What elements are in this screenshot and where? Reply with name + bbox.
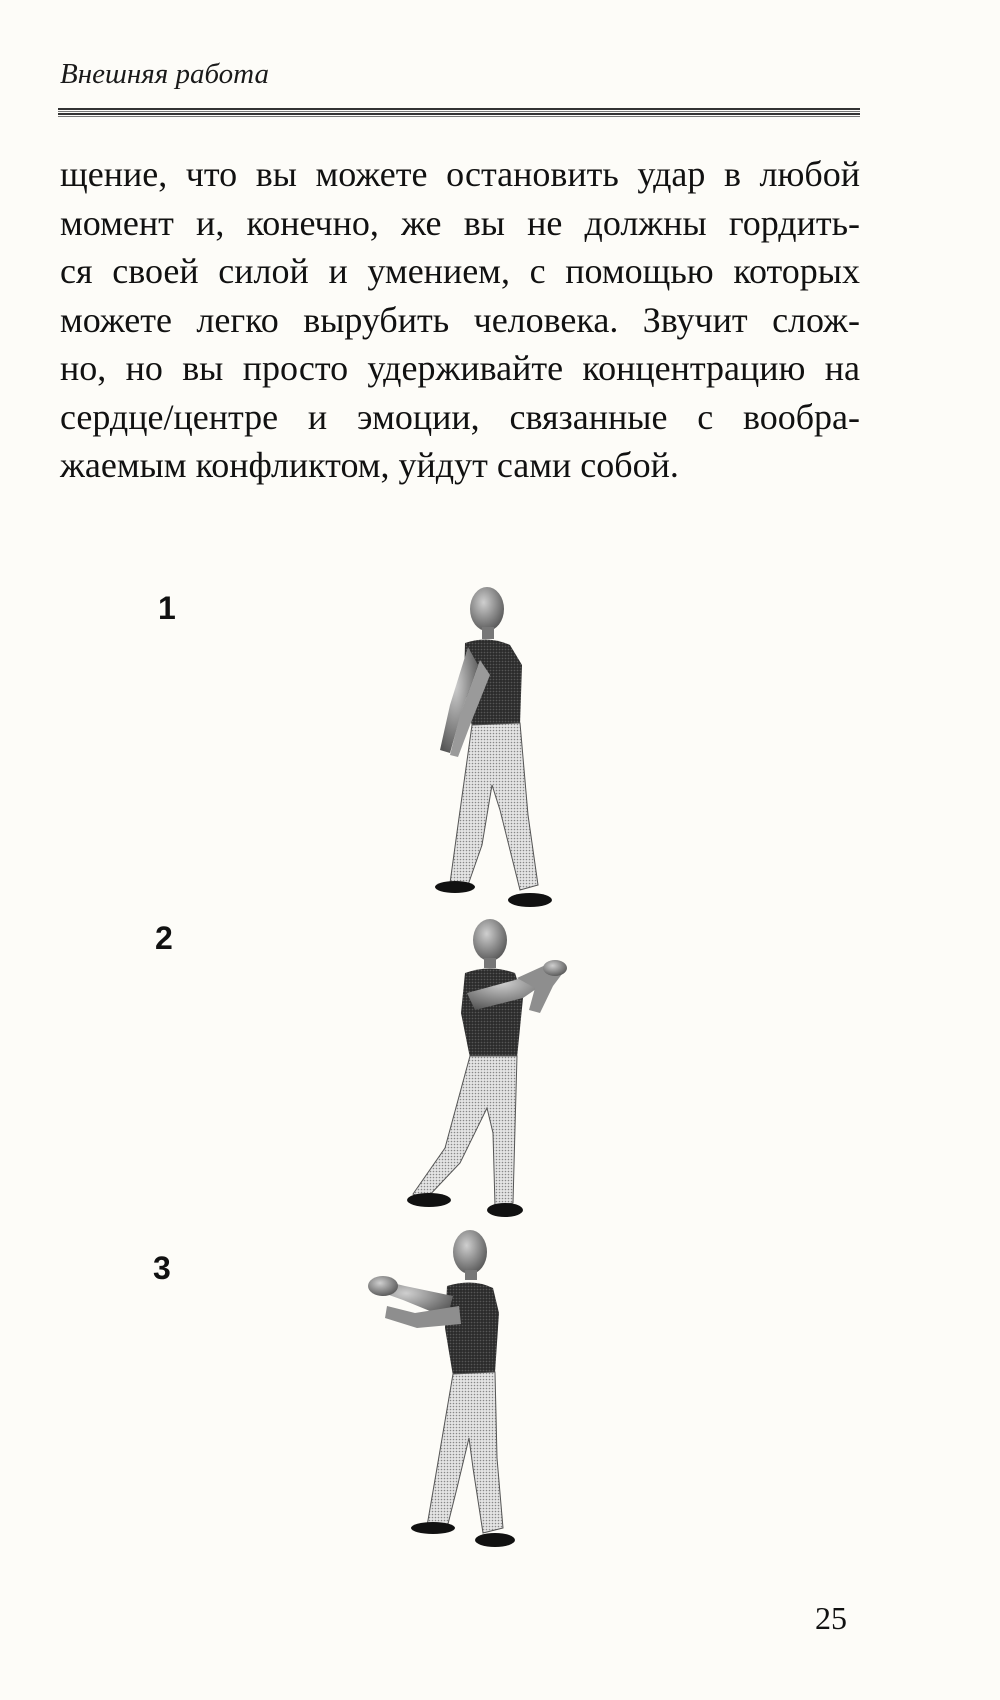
text-line: момент и, конечно, же вы не должны гордить- (60, 202, 860, 243)
figure-2-illustration (405, 918, 590, 1228)
text-line: ся своей силой и умением, с помощью которых (60, 251, 860, 291)
figure-label-2: 2 (155, 920, 173, 956)
figure-3-illustration (365, 1228, 555, 1553)
page-number: 25 (815, 1600, 847, 1636)
text-line: щение, что вы можете остановить удар в любой (60, 154, 860, 194)
figure-label-1: 1 (158, 590, 176, 626)
text-line: но, но вы просто удерживайте концентрацию на (60, 348, 860, 388)
figure-label-3: 3 (153, 1250, 171, 1286)
text-line: сердце/центре и эмоции, связанные с вообра- (60, 396, 860, 437)
body-paragraph (60, 150, 860, 490)
header-rule (58, 108, 860, 120)
text-line: можете легко вырубить человека. Звучит слож- (60, 299, 860, 340)
text-line: жаемым конфликтом, уйдут сами собой. (60, 445, 679, 485)
running-header: Внешняя работа (60, 58, 269, 90)
figure-1-illustration (420, 585, 570, 910)
